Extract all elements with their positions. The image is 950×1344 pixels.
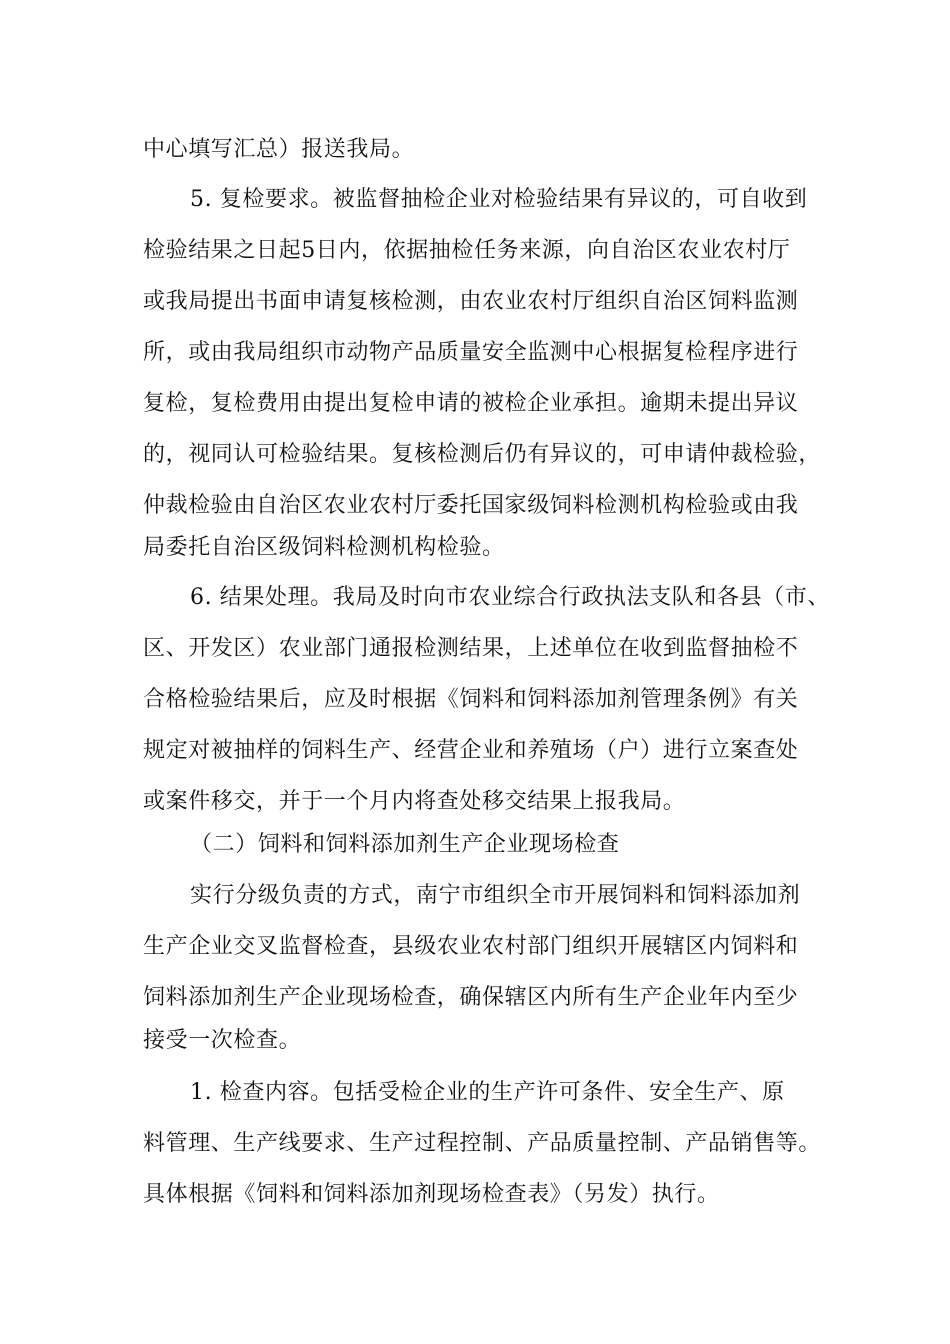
text-line: 合格检验结果后，应及时根据《饲料和饲料添加剂管理条例》有关 <box>143 687 799 712</box>
paragraph-inspection-heading: 1. 检查内容。包括受检企业的生产许可条件、安全生产、原 <box>190 1080 785 1105</box>
paragraph-result-heading: 6. 结果处理。我局及时向市农业综合行政执法支队和各县（市、 <box>190 585 830 610</box>
text-line: 饲料添加剂生产企业现场检查，确保辖区内所有生产企业年内至少 <box>143 985 799 1010</box>
section-heading: （二）饲料和饲料添加剂生产企业现场检查 <box>190 832 620 857</box>
text-line: 局委托自治区级饲料检测机构检验。 <box>143 535 505 560</box>
text-line: 实行分级负责的方式，南宁市组织全市开展饲料和饲料添加剂 <box>190 883 801 908</box>
text-line: 检验结果之日起5日内，依据抽检任务来源，向自治区农业农村厅 <box>143 238 791 263</box>
text-line: 中心填写汇总）报送我局。 <box>143 137 415 162</box>
text-line: 料管理、生产线要求、生产过程控制、产品质量控制、产品销售等。 <box>143 1131 822 1156</box>
text-line: 所，或由我局组织市动物产品质量安全监测中心根据复检程序进行 <box>143 340 799 365</box>
text-line: 具体根据《饲料和饲料添加剂现场检查表》（另发）执行。 <box>143 1182 720 1207</box>
text-line: 的，视同认可检验结果。复核检测后仍有异议的，可申请仲裁检验， <box>143 442 822 467</box>
text-line: 区、开发区）农业部门通报检测结果，上述单位在收到监督抽检不 <box>143 636 799 661</box>
paragraph-recheck-heading: 5. 复检要求。被监督抽检企业对检验结果有异议的，可自收到 <box>190 187 808 212</box>
text-line: 复检，复检费用由提出复检申请的被检企业承担。逾期未提出异议 <box>143 391 799 416</box>
text-line: 或案件移交，并于一个月内将查处移交结果上报我局。 <box>143 789 686 814</box>
text-line: 规定对被抽样的饲料生产、经营企业和养殖场（户）进行立案查处 <box>143 738 799 763</box>
text-line: 生产企业交叉监督检查，县级农业农村部门组织开展辖区内饲料和 <box>143 934 799 959</box>
text-line: 仲裁检验由自治区农业农村厅委托国家级饲料检测机构检验或由我 <box>143 493 799 518</box>
text-line: 接受一次检查。 <box>143 1028 302 1053</box>
text-line: 或我局提出书面申请复核检测，由农业农村厅组织自治区饲料监测 <box>143 289 799 314</box>
